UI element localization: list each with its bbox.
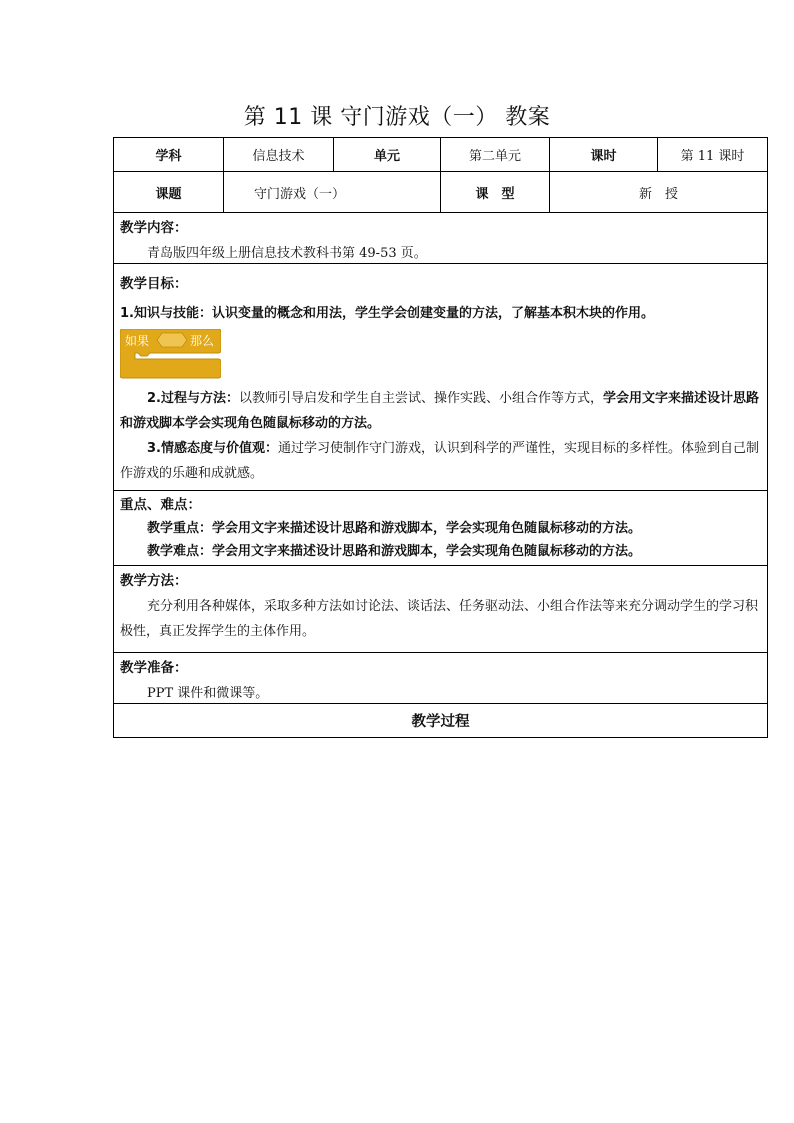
block-then-label: 那么 [190, 334, 215, 348]
period-label: 课时 [550, 138, 658, 171]
lesson-plan-table [113, 137, 768, 738]
goal-2-text-a: 以教师引导启发和学生自主尝试、操作实践、小组合作等方式， [238, 391, 603, 406]
goal-2-text-b: 学会用文字来描述设计思路和游戏脚本学会实现角色随鼠标移动的方法。 [120, 391, 760, 431]
keypoints-section [114, 491, 767, 566]
difficult-point-text: 学会用文字来描述设计思路和游戏脚本，学会实现角色随鼠标移动的方法。 [212, 544, 642, 559]
key-point-label: 教学重点： [147, 521, 213, 536]
methods-text: 充分利用各种媒体，采取多种方法如讨论法、谈话法、任务驱动法、小组合作法等来充分调动学生的学习积极性，真正发挥学生的主体作用。 [120, 599, 759, 639]
unit-value: 第二单元 [441, 138, 550, 171]
goals-section [114, 264, 767, 491]
goal-2-title: 2.过程与方法： [147, 391, 239, 406]
key-point [120, 517, 761, 540]
topic-value: 守门游戏（一） [224, 172, 441, 212]
subject-value: 信息技术 [224, 138, 334, 171]
goal-3-title: 3.情感态度与价值观： [147, 441, 278, 456]
prep-heading: 教学准备： [120, 660, 188, 676]
if-then-block [120, 329, 221, 381]
header-row-2 [114, 172, 767, 213]
difficult-point [120, 540, 761, 563]
methods-section [114, 566, 767, 653]
block-if-label: 如果 [125, 334, 150, 348]
difficult-point-label: 教学难点： [147, 544, 213, 559]
prep-text: PPT 课件和微课等。 [147, 686, 269, 701]
topic-label: 课题 [114, 172, 224, 212]
type-label: 课 型 [441, 172, 550, 212]
if-then-block-graphic [120, 329, 221, 381]
process-row [114, 704, 767, 738]
header-row-1 [114, 138, 767, 172]
period-value: 第 11 课时 [680, 149, 745, 164]
subject-label: 学科 [114, 138, 224, 171]
keypoints-heading: 重点、难点： [120, 497, 201, 513]
goal-1 [120, 301, 761, 326]
goal-1-text: 认识变量的概念和用法，学生学会创建变量的方法，了解基本积木块的作用。 [211, 306, 654, 321]
goal-3 [120, 436, 761, 486]
content-section [114, 213, 767, 264]
page-title: 第 11 课 守门游戏（一） 教案 [243, 105, 551, 130]
methods-heading: 教学方法： [120, 573, 188, 589]
content-heading: 教学内容： [120, 220, 188, 236]
unit-label: 单元 [334, 138, 441, 171]
goal-3-text: 通过学习使制作守门游戏，认识到科学的严谨性，实现目标的多样性。体验到自己制作游戏的乐趣和成就感。 [120, 441, 759, 481]
goal-1-title: 1.知识与技能： [120, 306, 212, 321]
type-value: 新 授 [638, 186, 678, 202]
content-text: 青岛版四年级上册信息技术教科书第 49-53 页。 [147, 246, 427, 261]
process-heading: 教学过程 [411, 714, 470, 730]
goal-2 [120, 386, 761, 436]
prep-section [114, 653, 767, 704]
goals-heading: 教学目标： [120, 276, 188, 292]
key-point-text: 学会用文字来描述设计思路和游戏脚本，学会实现角色随鼠标移动的方法。 [212, 521, 642, 536]
